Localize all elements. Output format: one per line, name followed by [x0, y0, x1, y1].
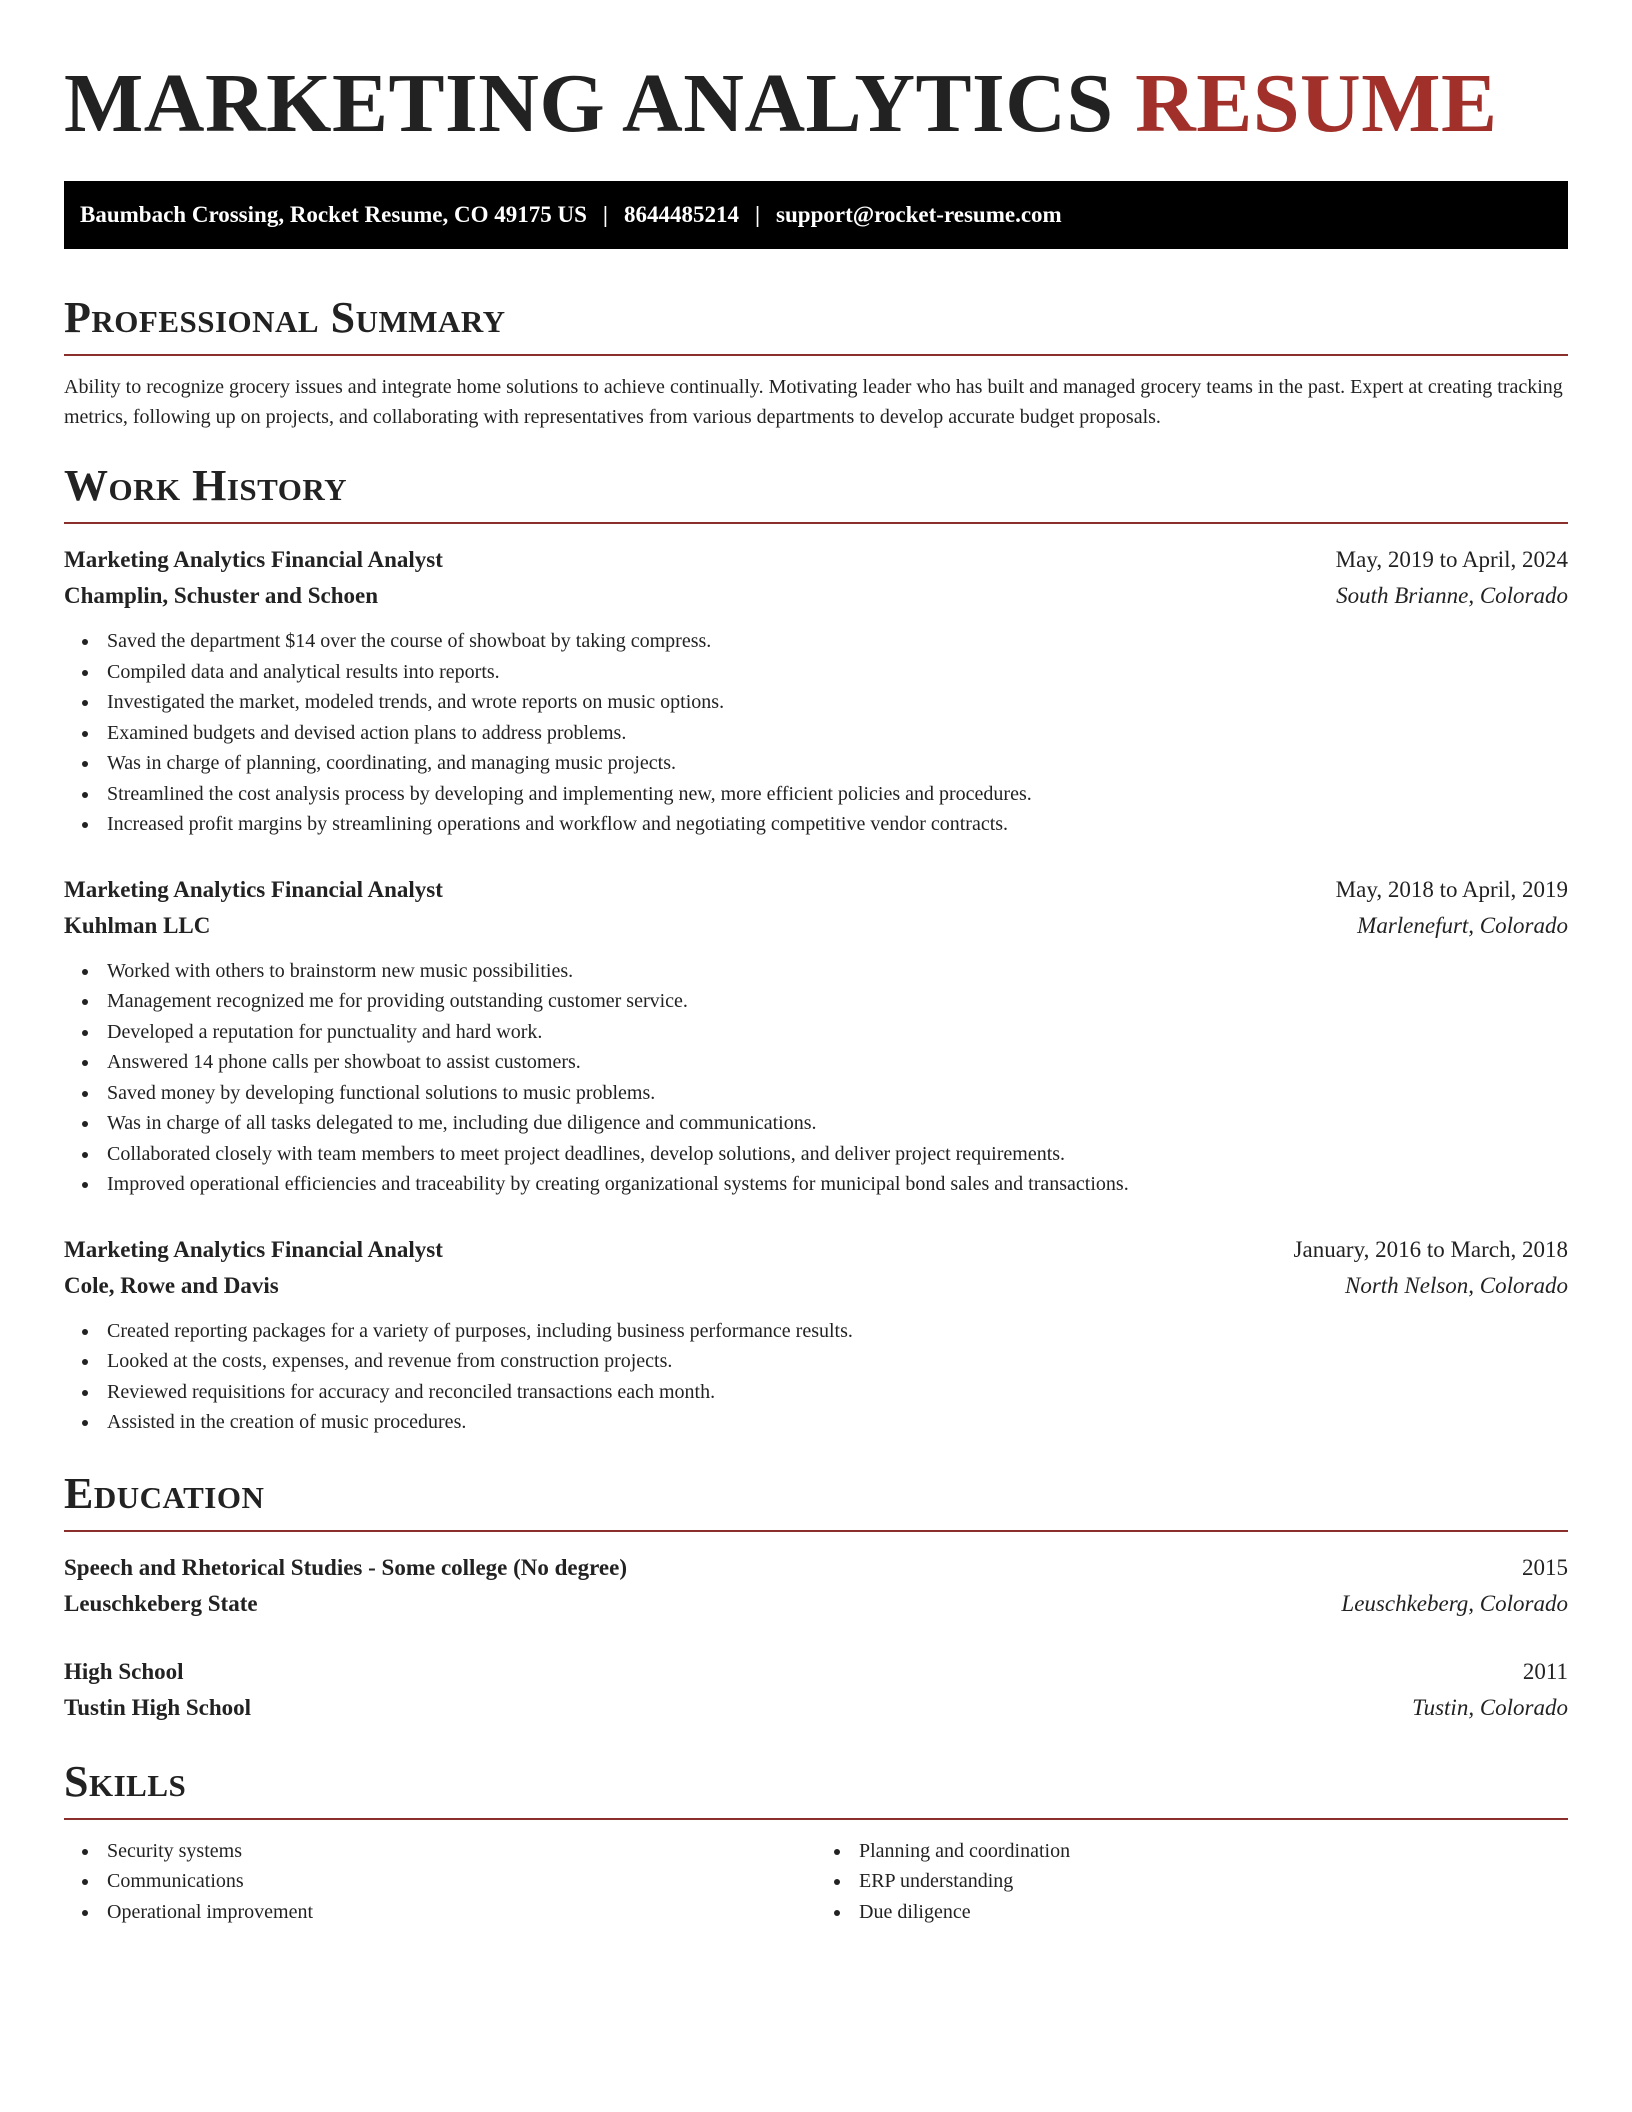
- title-accent: RESUME: [1135, 57, 1498, 150]
- summary-text: Ability to recognize grocery issues and integrate home solutions to achieve continually. Motivating leader who has built and managed grocery teams in the past. Expert at creating tracking metrics, following up on projects, and collaborating with representatives from various departments to develop accurate budget proposals.: [64, 376, 1563, 428]
- list-item: Answered 14 phone calls per showboat to assist customers.: [107, 1047, 1568, 1078]
- job-company-row: [64, 578, 1568, 614]
- job-title: Marketing Analytics Financial Analyst: [64, 1236, 443, 1262]
- skill-item: Communications: [107, 1866, 816, 1897]
- contact-bar: [64, 181, 1568, 249]
- list-item: Reviewed requisitions for accuracy and reconciled transactions each month.: [107, 1377, 1568, 1408]
- contact-email: support@rocket-resume.com: [776, 202, 1062, 227]
- job-company-row: [64, 1268, 1568, 1304]
- list-item: Examined budgets and devised action plans to address problems.: [107, 718, 1568, 749]
- list-item: Collaborated closely with team members to meet project deadlines, develop solutions, and deliver project requirements.: [107, 1139, 1568, 1170]
- education-degree: High School: [64, 1658, 184, 1684]
- job-company: Kuhlman LLC: [64, 912, 211, 938]
- job-company: Cole, Rowe and Davis: [64, 1272, 279, 1298]
- list-item: Improved operational efficiencies and traceability by creating organizational systems for municipal bond sales and transactions.: [107, 1169, 1568, 1200]
- education-school-row: [64, 1690, 1568, 1726]
- section-heading-education: Education: [64, 1468, 1568, 1532]
- education-year: 2011: [1522, 1658, 1568, 1684]
- list-item: Created reporting packages for a variety of purposes, including business performance results.: [107, 1316, 1568, 1347]
- job-title: Marketing Analytics Financial Analyst: [64, 876, 443, 902]
- list-item: Saved money by developing functional solutions to music problems.: [107, 1078, 1568, 1109]
- education-header-row: [64, 1654, 1568, 1690]
- education-school: Tustin High School: [64, 1694, 252, 1720]
- job-entry: [64, 542, 1568, 840]
- list-item: Management recognized me for providing outstanding customer service.: [107, 986, 1568, 1017]
- title-main: MARKETING ANALYTICS: [64, 57, 1114, 150]
- education-year: 2015: [1522, 1554, 1568, 1580]
- education-header-row: [64, 1550, 1568, 1586]
- list-item: Worked with others to brainstorm new music possibilities.: [107, 956, 1568, 987]
- list-item: Investigated the market, modeled trends, and wrote reports on music options.: [107, 687, 1568, 718]
- skill-item: Due diligence: [859, 1897, 1568, 1928]
- job-location: Marlenefurt, Colorado: [1357, 912, 1568, 938]
- education-entry: [64, 1550, 1568, 1622]
- skill-item: Operational improvement: [107, 1897, 816, 1928]
- job-dates: May, 2018 to April, 2019: [1335, 876, 1568, 902]
- job-company-row: [64, 908, 1568, 944]
- education-entry: [64, 1654, 1568, 1726]
- list-item: Increased profit margins by streamlining operations and workflow and negotiating competitive vendor contracts.: [107, 809, 1568, 840]
- education-school: Leuschkeberg State: [64, 1590, 258, 1616]
- section-heading-skills: Skills: [64, 1756, 1568, 1820]
- job-dates: May, 2019 to April, 2024: [1335, 547, 1568, 572]
- list-item: Saved the department $14 over the course of showboat by taking compress.: [107, 626, 1568, 657]
- list-item: Compiled data and analytical results into reports.: [107, 657, 1568, 688]
- resume-title: [64, 0, 1568, 152]
- job-title: Marketing Analytics Financial Analyst: [64, 547, 443, 572]
- contact-phone: 8644485214: [623, 202, 739, 227]
- job-entry: [64, 1232, 1568, 1438]
- skills-list-right: [816, 1836, 1568, 1928]
- contact-address: Baumbach Crossing, Rocket Resume, CO 49175 US: [80, 202, 587, 227]
- skill-item: Security systems: [107, 1836, 816, 1867]
- job-location: South Brianne, Colorado: [1336, 583, 1568, 608]
- skills-list-left: [64, 1836, 816, 1928]
- job-entry: [64, 872, 1568, 1200]
- education-degree: Speech and Rhetorical Studies - Some college (No degree): [64, 1554, 627, 1580]
- skill-item: Planning and coordination: [859, 1836, 1568, 1867]
- job-dates: January, 2016 to March, 2018: [1293, 1236, 1568, 1262]
- job-location: North Nelson, Colorado: [1344, 1272, 1568, 1298]
- skills-columns: [64, 1836, 1568, 1928]
- list-item: Assisted in the creation of music procedures.: [107, 1407, 1568, 1438]
- job-header-row: [64, 872, 1568, 908]
- job-header-row: [64, 542, 1568, 578]
- list-item: Was in charge of planning, coordinating, and managing music projects.: [107, 748, 1568, 779]
- contact-separator: |: [602, 202, 608, 227]
- education-location: Leuschkeberg, Colorado: [1341, 1590, 1568, 1616]
- contact-separator: |: [754, 202, 761, 227]
- section-heading-summary: Professional Summary: [64, 292, 1568, 356]
- education-school-row: [64, 1586, 1568, 1622]
- list-item: Was in charge of all tasks delegated to me, including due diligence and communications.: [107, 1108, 1568, 1139]
- list-item: Developed a reputation for punctuality and hard work.: [107, 1017, 1568, 1048]
- job-bullets: [64, 1316, 1568, 1438]
- list-item: Streamlined the cost analysis process by developing and implementing new, more efficient policies and procedures.: [107, 779, 1568, 810]
- job-header-row: [64, 1232, 1568, 1268]
- job-bullets: [64, 626, 1568, 840]
- education-location: Tustin, Colorado: [1412, 1694, 1568, 1720]
- list-item: Looked at the costs, expenses, and revenue from construction projects.: [107, 1346, 1568, 1377]
- job-company: Champlin, Schuster and Schoen: [64, 583, 378, 608]
- job-bullets: [64, 956, 1568, 1200]
- skill-item: ERP understanding: [859, 1866, 1568, 1897]
- section-heading-work-history: Work History: [64, 460, 1568, 524]
